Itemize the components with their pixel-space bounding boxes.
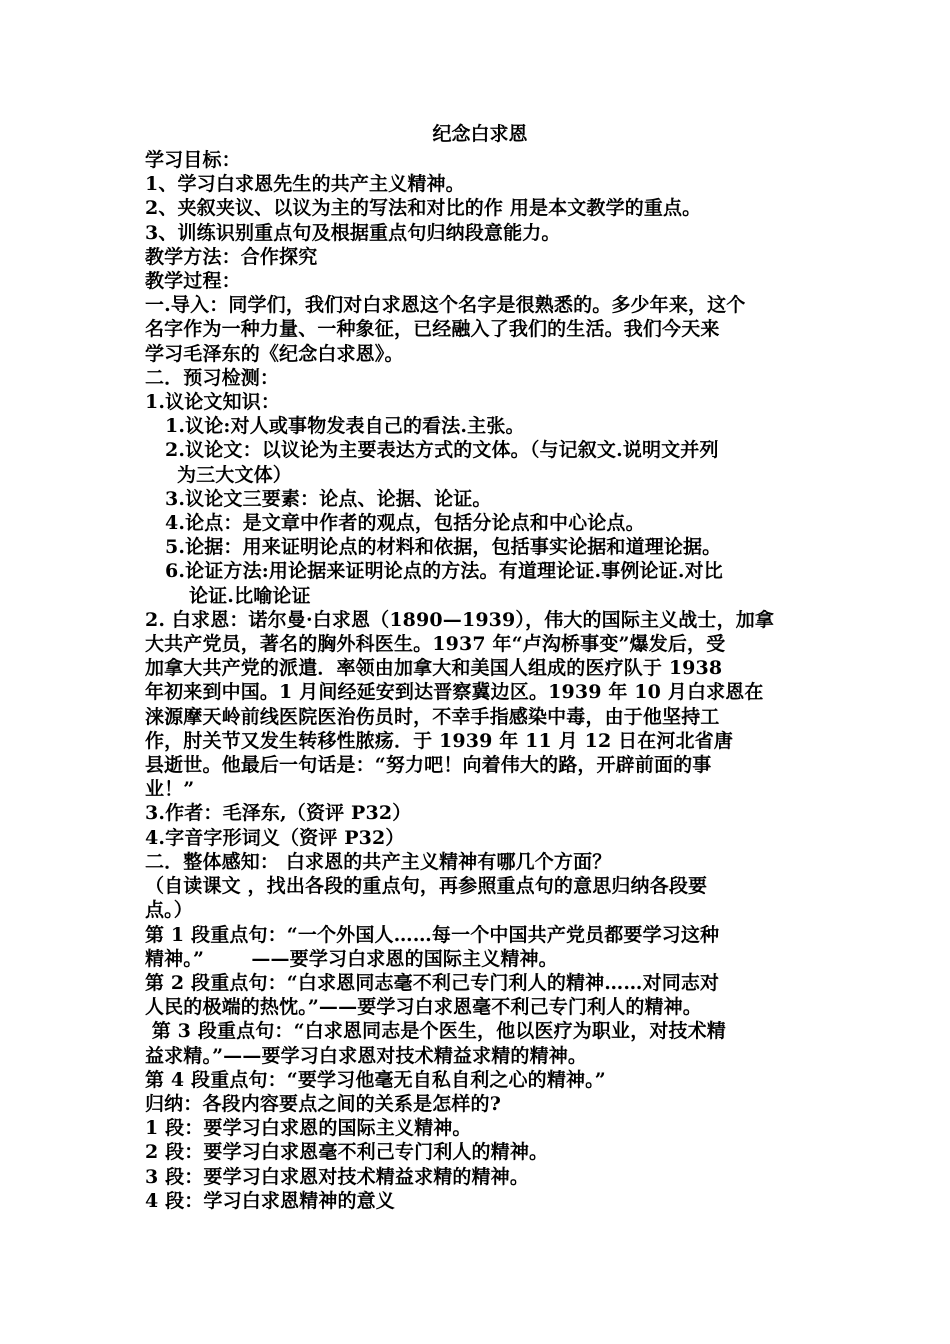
text-line: 二．预习检测： (145, 366, 280, 389)
document-title: 纪念白求恩 (432, 123, 528, 145)
text-line: 4 段：学习白求恩精神的意义 (145, 1189, 395, 1212)
text-line: 1.议论文知识： (145, 391, 281, 414)
text-line: 1 段：要学习白求恩的国际主义精神。 (145, 1117, 472, 1140)
text-line: 4.字音字形词义（资评 P32） (145, 826, 405, 849)
text-line: 益求精。”——要学习白求恩对技术精益求精的精神。 (145, 1044, 588, 1067)
text-line: 4.论点：是文章中作者的观点，包括分论点和中心论点。 (165, 512, 645, 535)
text-line: 点。） (145, 899, 193, 922)
text-line: 5.论据：用来证明论点的材料和依据，包括事实论据和道理论据。 (165, 536, 722, 559)
text-line: 一.导入：同学们，我们对白求恩这个名字是很熟悉的。多少年来，这个 (145, 294, 746, 317)
text-line: 学习毛泽东的《纪念白求恩》。 (145, 342, 404, 365)
text-line: 3 段：要学习白求恩对技术精益求精的精神。 (145, 1165, 529, 1188)
text-line: 1、学习白求恩先生的共产主义精神。 (145, 173, 465, 196)
document-page (145, 122, 815, 1213)
text-line: 论证.比喻论证 (189, 584, 311, 607)
text-line: （自读课文 ，找出各段的重点句，再参照重点句的意思归纳各段要 (145, 875, 708, 898)
text-line: 2、夹叙夹议、以议为主的写法和对比的作 用是本文教学的重点。 (145, 197, 702, 220)
text-line: 年初来到中国。1 月间经延安到达晋察冀边区。1939 年 10 月白求恩在 (145, 681, 764, 704)
text-line: 县逝世。他最后一句话是：“努力吧！向着伟大的路，开辟前面的事 (145, 754, 712, 777)
text-line: 第 3 段重点句：“白求恩同志是个医生，他以医疗为职业，对技术精 (145, 1020, 726, 1043)
text-line: 第 2 段重点句：“白求恩同志毫不利己专门利人的精神……对同志对 (145, 971, 720, 994)
text-line: 精神。” ——要学习白求恩的国际主义精神。 (145, 947, 558, 970)
text-line: 为三大文体） (177, 463, 292, 486)
text-line: 归纳：各段内容要点之间的关系是怎样的? (145, 1092, 501, 1115)
text-line: 3、训练识别重点句及根据重点句归纳段意能力。 (145, 221, 561, 244)
text-line: 1.议论:对人或事物发表自己的看法.主张。 (165, 415, 525, 438)
text-line: 业！” (145, 778, 195, 801)
text-line: 名字作为一种力量、一种象征，已经融入了我们的生活。我们今天来 (145, 318, 720, 341)
text-line: 教学方法：合作探究 (145, 245, 318, 268)
text-line: 6.论证方法:用论据来证明论点的方法。有道理论证.事例论证.对比 (165, 560, 723, 583)
text-line: 加拿大共产党的派遣．率领由加拿大和美国人组成的医疗队于 1938 (145, 657, 723, 680)
text-line: 教学过程： (145, 270, 241, 293)
text-line: 涞源摩天岭前线医院医治伤员时，不幸手指感染中毒，由于他坚持工 (145, 705, 720, 728)
text-line: 二．整体感知： 白求恩的共产主义精神有哪几个方面？ (145, 850, 612, 873)
text-line: 大共产党员，著名的胸外科医生。1937 年“卢沟桥事变”爆发后，受 (145, 633, 726, 656)
text-line: 3.议论文三要素：论点、论据、论证。 (165, 487, 492, 510)
text-line: 2. 白求恩：诺尔曼·白求恩（1890—1939），伟大的国际主义战士，加拿 (145, 608, 775, 631)
text-line: 学习目标： (145, 149, 241, 171)
text-line: 2 段：要学习白求恩毫不利己专门利人的精神。 (145, 1141, 549, 1164)
text-line: 3.作者：毛泽东,（资评 P32） (145, 802, 412, 825)
text-line: 人民的极端的热忱。”——要学习白求恩毫不利己专门利人的精神。 (145, 996, 702, 1019)
text-line: 第 1 段重点句：“一个外国人……每一个中国共产党员都要学习这种 (145, 923, 720, 946)
text-line: 作，肘关节又发生转移性脓疡．于 1939 年 11 月 12 日在河北省唐 (145, 729, 734, 752)
text-line: 第 4 段重点句：“要学习他毫无自私自利之心的精神。” (145, 1068, 606, 1091)
text-line: 2.议论文：以议论为主要表达方式的文体。（与记叙文.说明文并列 (165, 439, 719, 462)
